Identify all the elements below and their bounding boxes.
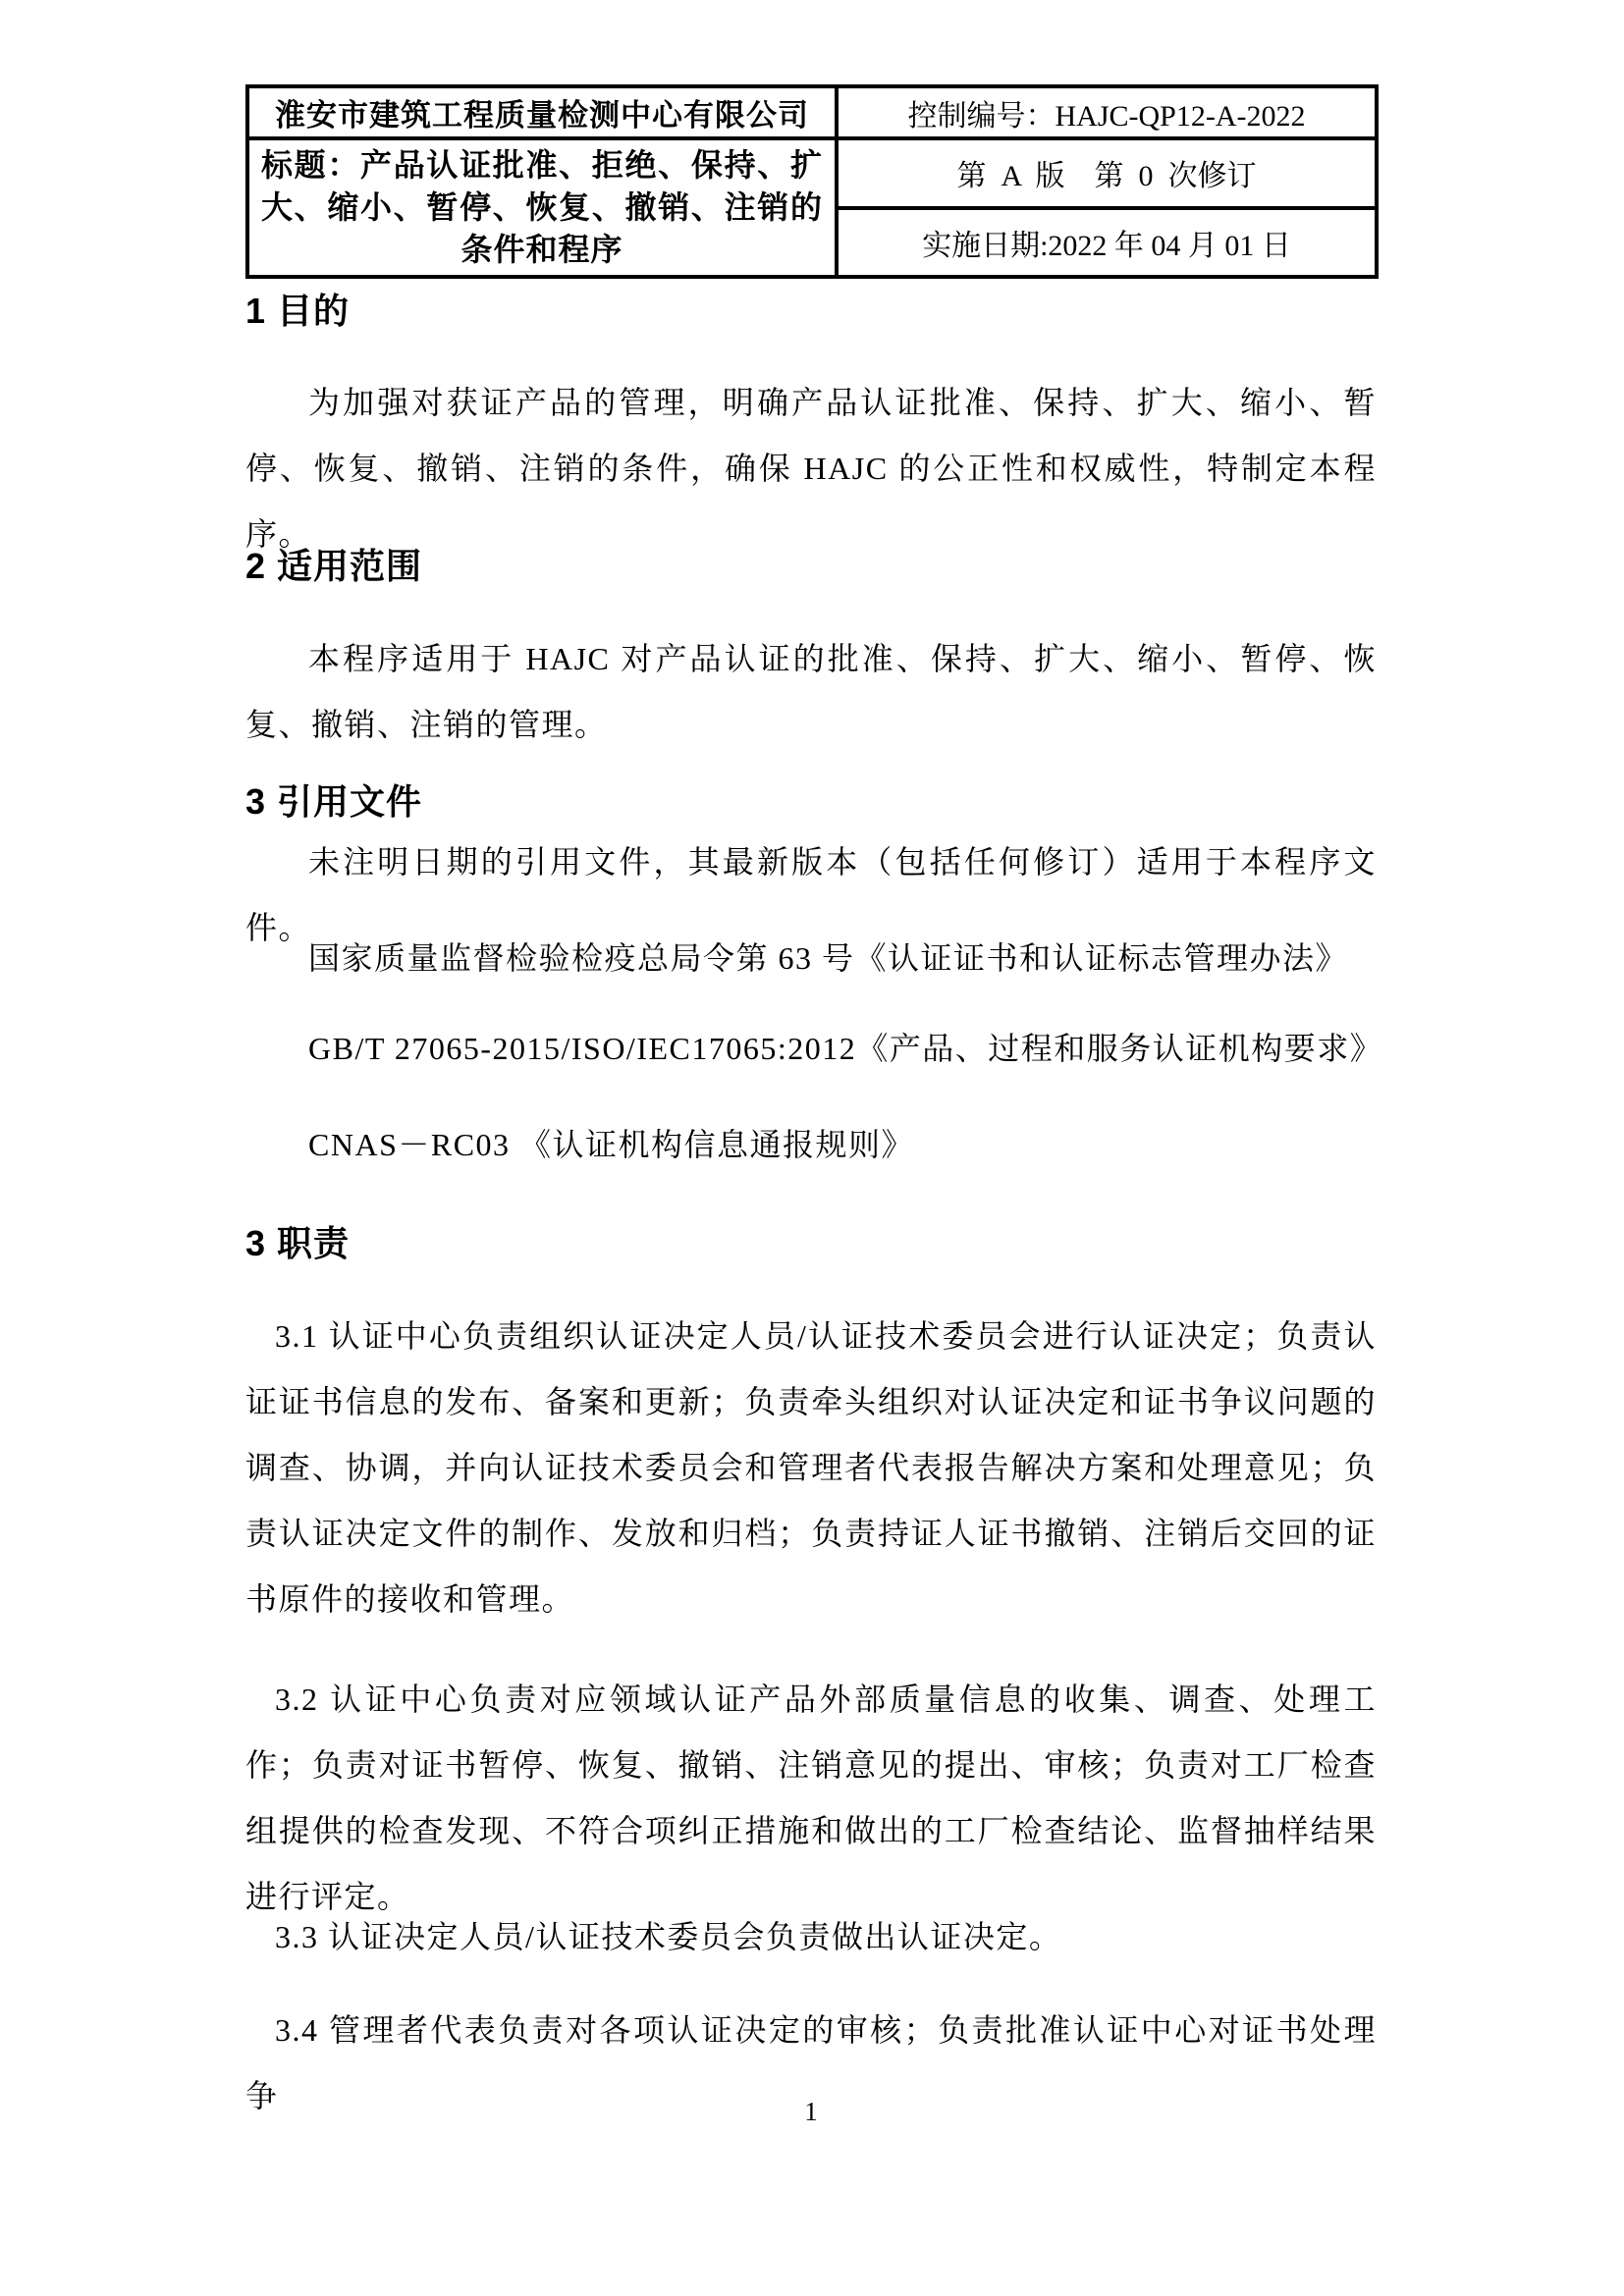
section-heading-scope: 2 适用范围: [245, 546, 423, 586]
section-heading-duties: 3 职责: [245, 1223, 351, 1263]
document-title: 标题：产品认证批准、拒绝、保持、扩大、缩小、暂停、恢复、撤销、注销的条件和程序: [247, 138, 837, 277]
paragraph-purpose: 为加强对获证产品的管理，明确产品认证批准、保持、扩大、缩小、暂停、恢复、撤销、注销的条件，确保 HAJC 的公正性和权威性，特制定本程序。: [245, 385, 1377, 552]
paragraph-scope: 本程序适用于 HAJC 对产品认证的批准、保持、扩大、缩小、暂停、恢复、撤销、注销的管理。: [245, 641, 1377, 742]
reference-item: CNAS－RC03 《认证机构信息通报规则》: [308, 1127, 915, 1162]
section-heading-references: 3 引用文件: [245, 781, 423, 822]
paragraph-duty-3-4: 3.4 管理者代表负责对各项认证决定的审核；负责批准认证中心对证书处理争: [245, 2012, 1377, 2113]
header-table: [245, 84, 1379, 279]
paragraph-duty-3-1: 3.1 认证中心负责组织认证决定人员/认证技术委员会进行认证决定；负责认证证书信息的发布、备案和更新；负责牵头组织对认证决定和证书争议问题的调查、协调，并向认证技术委员会和管理者代表报告解决方案和处理意见；负责认证决定文件的制作、发放和归档；负责持证人证书撤销、注销后交回的证书原件的接收和管理。: [245, 1318, 1377, 1617]
implementation-date: 实施日期:2022 年 04 月 01 日: [837, 208, 1377, 278]
control-number: 控制编号：HAJC-QP12-A-2022: [837, 86, 1377, 138]
reference-item: 国家质量监督检验检疫总局令第 63 号《认证证书和认证标志管理办法》: [308, 940, 1349, 976]
company-name: 淮安市建筑工程质量检测中心有限公司: [247, 86, 837, 138]
paragraph-duty-3-2: 3.2 认证中心负责对应领域认证产品外部质量信息的收集、调查、处理工作；负责对证书暂停、恢复、撤销、注销意见的提出、审核；负责对工厂检查组提供的检查发现、不符合项纠正措施和做出的工厂检查结论、监督抽样结果进行评定。: [245, 1682, 1377, 1914]
section-heading-purpose: 1 目的: [245, 291, 351, 331]
paragraph-references-intro: 未注明日期的引用文件，其最新版本（包括任何修订）适用于本程序文件。: [245, 844, 1377, 945]
reference-item: GB/T 27065-2015/ISO/IEC17065:2012《产品、过程和服务认证机构要求》: [308, 1031, 1383, 1066]
page-number: 1: [804, 2097, 818, 2126]
version-revision: 第 A 版 第 0 次修订: [837, 138, 1377, 208]
paragraph-duty-3-3: 3.3 认证决定人员/认证技术委员会负责做出认证决定。: [275, 1919, 1062, 1954]
